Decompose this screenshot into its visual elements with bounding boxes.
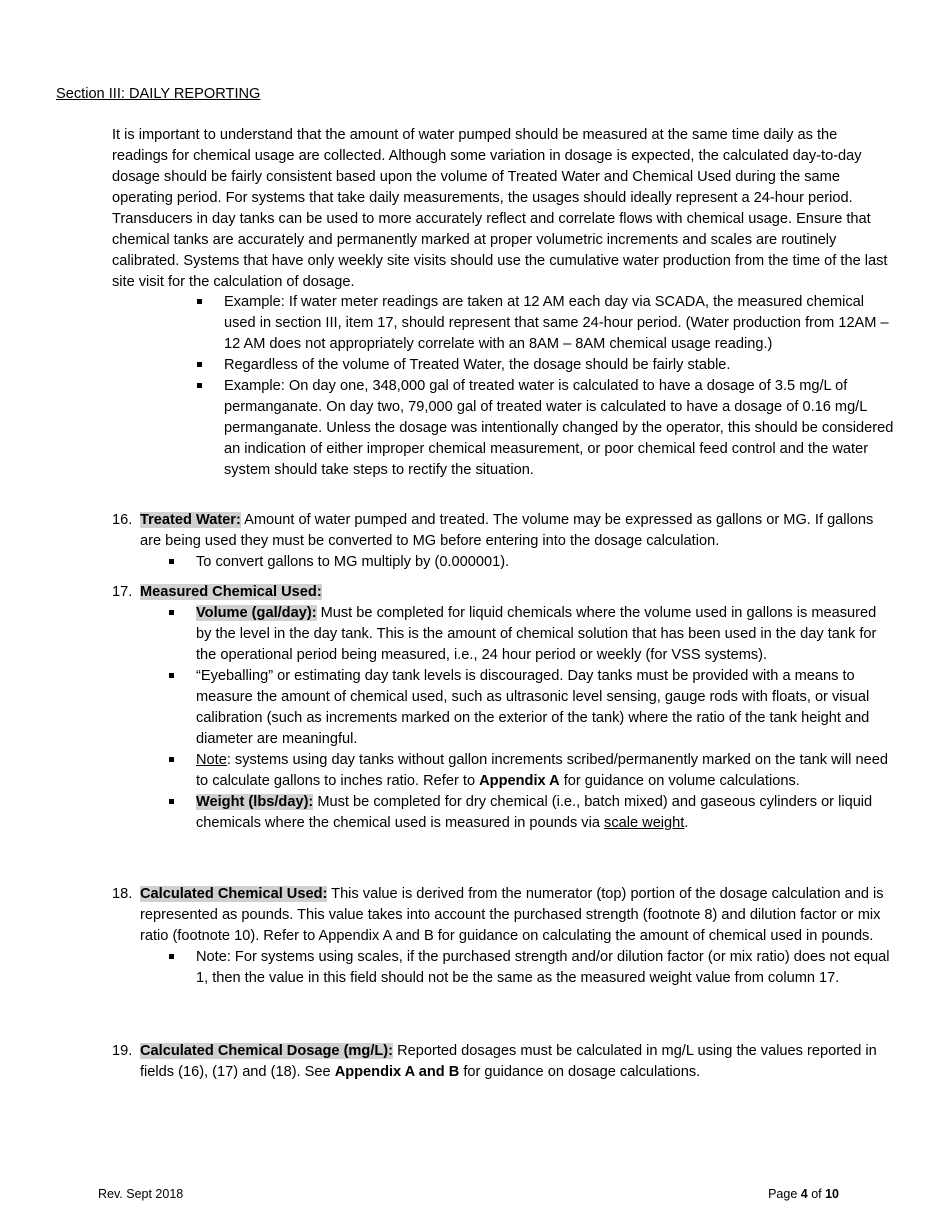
list-item: [112, 603, 894, 666]
revision-date: Rev. Sept 2018: [98, 1187, 184, 1201]
total-pages: 10: [825, 1187, 839, 1201]
item-number: 16.: [112, 512, 133, 528]
list-item: [112, 792, 894, 834]
scale-weight-text: scale weight: [604, 815, 685, 831]
intro-bullet-list: [112, 292, 894, 481]
item-text: Reported dosages must be calculated in mg/L using the values reported in fields (16), (17) and (18). See: [140, 1043, 877, 1080]
item-body: [140, 884, 894, 947]
item-body: [140, 582, 894, 603]
item-bullet-list: [112, 947, 894, 989]
note-label: Note: [196, 752, 227, 768]
item-19: [112, 1041, 894, 1083]
item-body: [140, 1041, 894, 1083]
of-word: of: [807, 1187, 826, 1201]
item-16: [112, 510, 894, 573]
item-text: Amount of water pumped and treated. The volume may be expressed as gallons or MG. If gallons are being used they must be converted to MG before entering into the dosage calculation.: [140, 512, 874, 549]
intro-paragraph: It is important to understand that the amount of water pumped should be measured at the same time daily as the readings for chemical usage are collected. Although some variation in dosage is expected, the calculated day-to-day dosage should be fairly consistent based upon the volume of Treated Water and Chemical Used during the same operating period. For systems that take daily measurements, the usages should ideally represent a 24-hour period. Transducers in day tanks can be used to more accurately reflect and correlate flows with chemical usage. Ensure that chemical tanks are accurately and permanently marked at proper volumetric increments and scales are routinely calibrated. Systems that have only weekly site visits should use the cumulative water production from the time of the last site visit for the calculation of dosage.: [112, 127, 888, 290]
item-18: [112, 884, 894, 989]
item-body: [140, 510, 894, 552]
item-number: 19.: [112, 1043, 133, 1059]
list-item: Example: On day one, 348,000 gal of treated water is calculated to have a dosage of 3.5 mg/L of permanganate. On day two, 79,000 gal of treated water is calculated to have a dosage of 0.16 mg/L permanganate. Unless the dosage was intentionally changed by the operator, this should be considered an indication of either improper chemical measurement, or poor chemical feed control and the water system should take steps to rectify the situation.: [112, 376, 894, 481]
item-bullet-list: [112, 552, 894, 573]
item-number: 18.: [112, 886, 133, 902]
page-number: [768, 1184, 839, 1205]
item-text: This value is derived from the numerator (top) portion of the dosage calculation and is represented as pounds. This value takes into account the purchased strength (footnote 8) and dilution factor or mix ratio (footnote 10). Refer to Appendix A and B for guidance on calculating the amount of chemical used in pounds.: [140, 886, 884, 944]
weight-label: Weight (lbs/day):: [196, 794, 314, 810]
item-label: Calculated Chemical Used:: [140, 886, 328, 902]
appendix-a-ref: Appendix A: [479, 773, 560, 789]
item-17: [112, 582, 894, 834]
list-item: “Eyeballing” or estimating day tank levels is discouraged. Day tanks must be provided with a means to measure the amount of chemical used, such as ultrasonic level sensing, gauge rods with floats, or visual calibration (such as increments marked on the exterior of the tank) where the ratio of the tank height and diameter are meaningful.: [112, 666, 894, 750]
note-text: : systems using day tanks without gallon increments scribed/permanently marked on the tank will need to calculate gallons to inches ratio. Refer to: [196, 752, 888, 789]
item-text-end: for guidance on dosage calculations.: [459, 1064, 701, 1080]
list-item: Note: For systems using scales, if the purchased strength and/or dilution factor (or mix ratio) does not equal 1, then the value in this field should not be the same as the measured weight value from column 17.: [112, 947, 894, 989]
list-item: To convert gallons to MG multiply by (0.000001).: [112, 552, 894, 573]
item-label: Measured Chemical Used:: [140, 584, 322, 600]
item-number: 17.: [112, 584, 133, 600]
page-word: Page: [768, 1187, 801, 1201]
volume-label: Volume (gal/day):: [196, 605, 317, 621]
section-title: Section III: DAILY REPORTING: [56, 86, 261, 102]
item-label: Treated Water:: [140, 512, 241, 528]
appendix-ab-ref: Appendix A and B: [334, 1064, 460, 1080]
weight-text: Must be completed for dry chemical (i.e., batch mixed) and gaseous cylinders or liquid chemicals where the chemical used is measured in pounds via: [196, 794, 873, 831]
item-bullet-list: [112, 603, 894, 834]
list-item: [112, 750, 894, 792]
current-page: 4: [800, 1187, 808, 1201]
list-item: Example: If water meter readings are taken at 12 AM each day via SCADA, the measured chemical used in section III, item 17, should represent that same 24-hour period. (Water production from 12AM – 12 AM does not appropriately correlate with an 8AM – 8AM chemical usage reading.): [112, 292, 894, 355]
item-label: Calculated Chemical Dosage (mg/L):: [140, 1043, 394, 1059]
weight-text-end: .: [684, 815, 689, 831]
note-text-end: for guidance on volume calculations.: [559, 773, 800, 789]
volume-text: Must be completed for liquid chemicals where the volume used in gallons is measured by the level in the day tank. This is the amount of chemical solution that has been used in the day tank for the operational period being measured, i.e., 24 hour period or weekly (for VSS systems).: [196, 605, 877, 663]
list-item: Regardless of the volume of Treated Water, the dosage should be fairly stable.: [112, 355, 894, 376]
